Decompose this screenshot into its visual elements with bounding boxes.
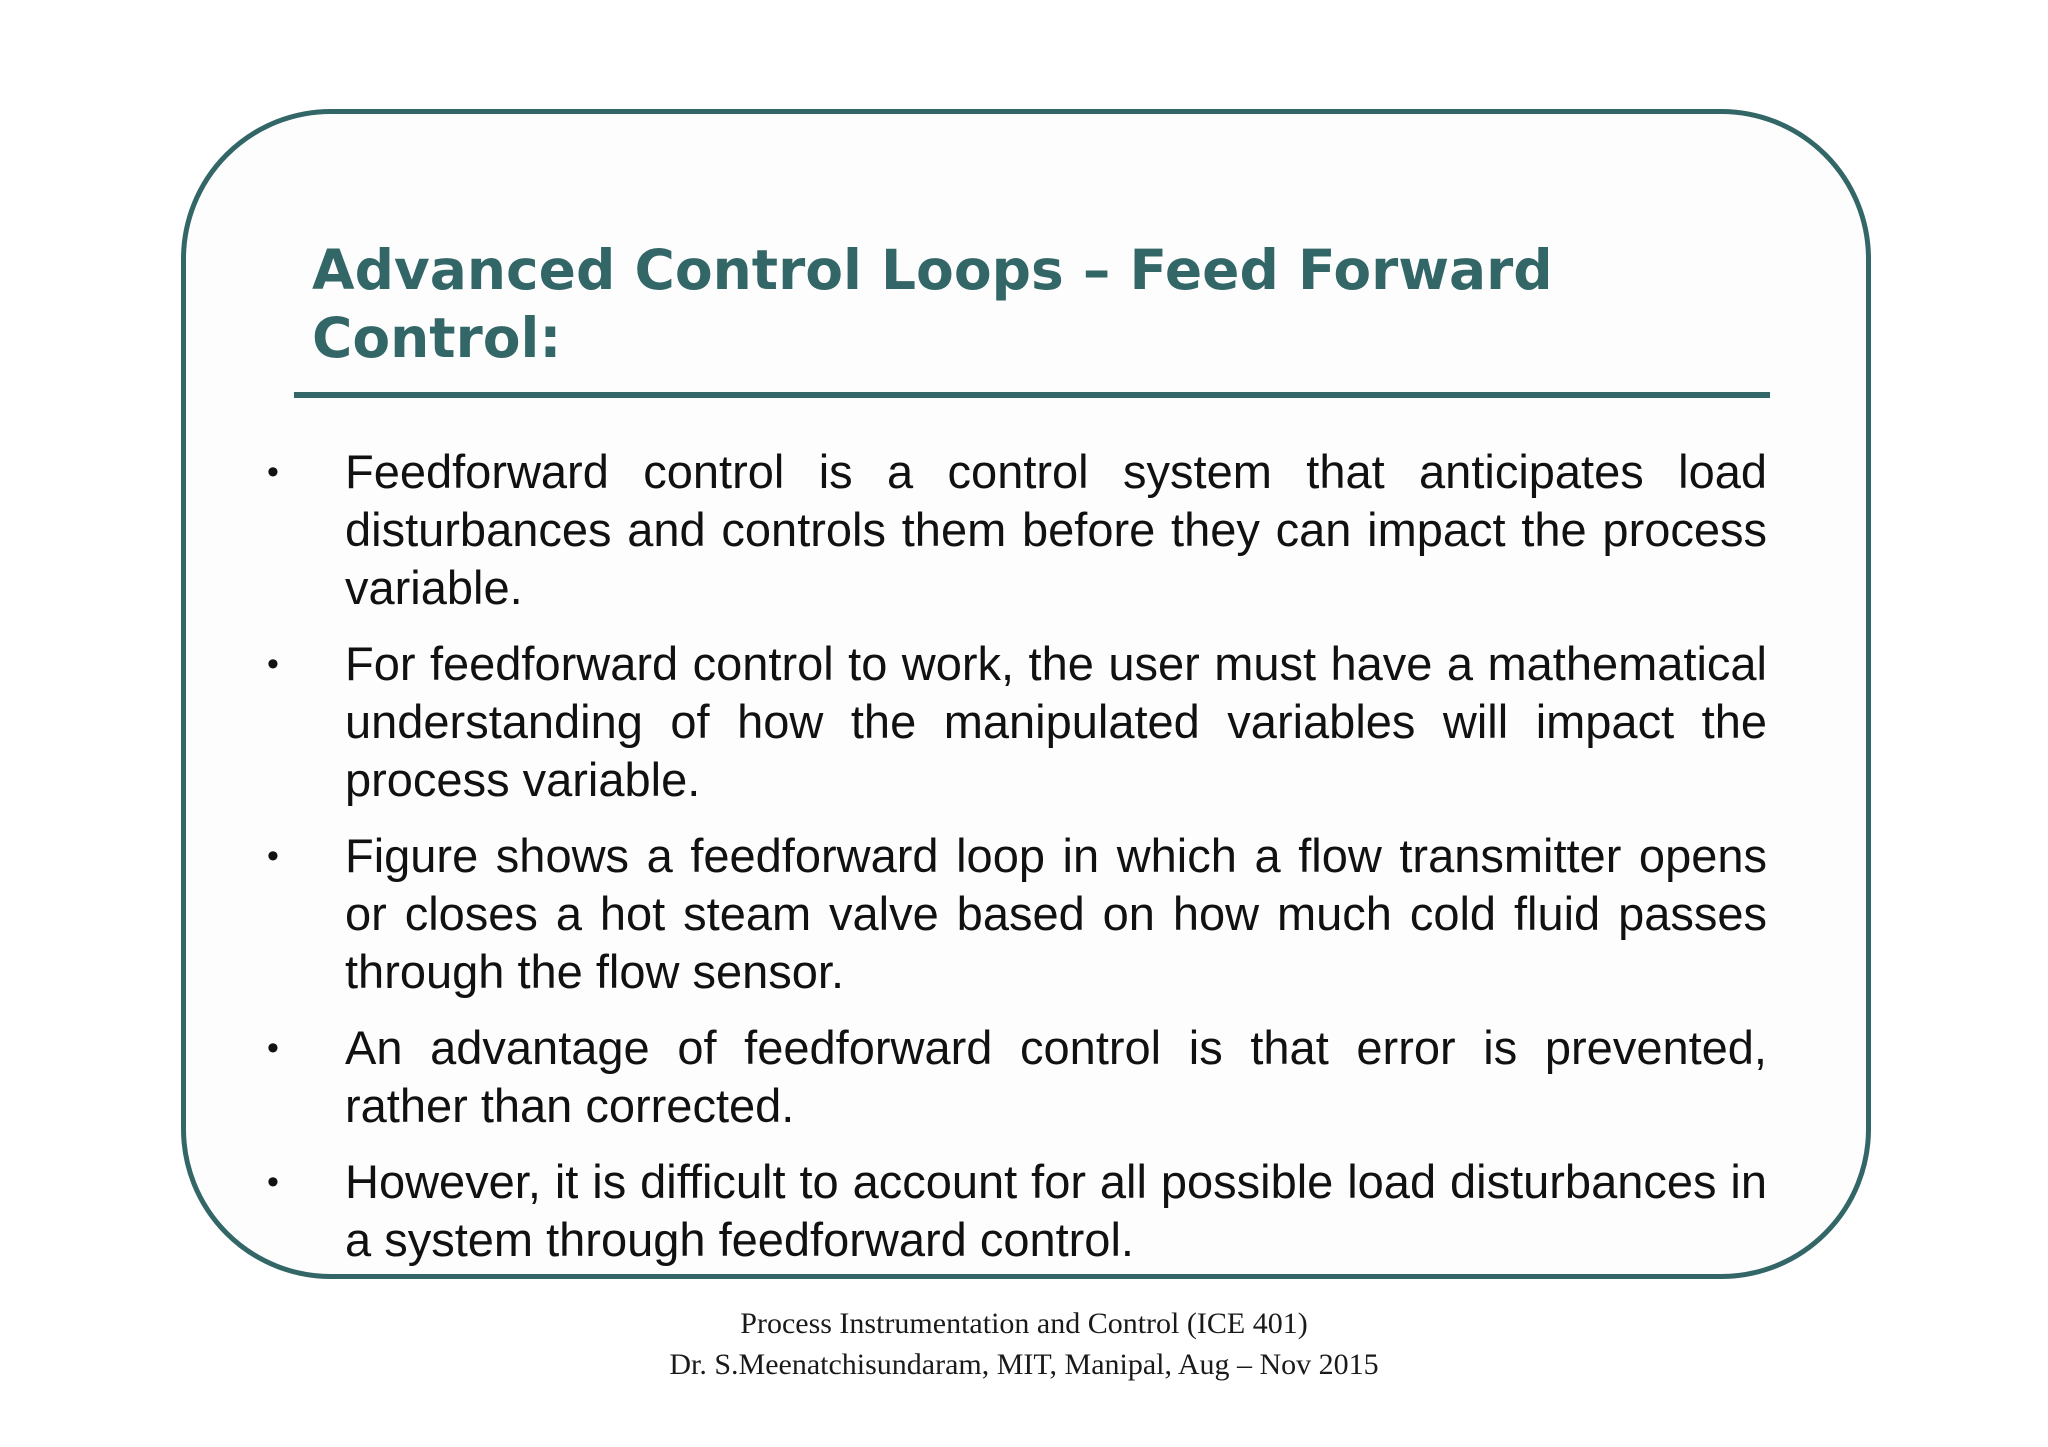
- bullet-item: [255, 1019, 1767, 1135]
- title-divider: [294, 392, 1770, 398]
- bullet-list: [255, 443, 1767, 1287]
- bullet-icon: •: [267, 453, 279, 491]
- footer-author: Dr. S.Meenatchisundaram, MIT, Manipal, Aug – Nov 2015: [669, 1348, 1379, 1381]
- slide-title: Advanced Control Loops – Feed Forward Control:: [312, 238, 1553, 370]
- bullet-item: [255, 443, 1767, 617]
- bullet-item: [255, 1153, 1767, 1269]
- bullet-item: [255, 635, 1767, 809]
- bullet-text: Feedforward control is a control system that anticipates load disturbances and controls them before they can impact the process variable.: [345, 445, 1767, 614]
- footer-course: Process Instrumentation and Control (ICE 401): [740, 1307, 1308, 1340]
- bullet-text: For feedforward control to work, the user must have a mathematical understanding of how the manipulated variables will impact the process variable.: [345, 637, 1767, 806]
- bullet-text: Figure shows a feedforward loop in which a flow transmitter opens or closes a hot steam valve based on how much cold fluid passes through the flow sensor.: [345, 829, 1767, 998]
- bullet-text: However, it is difficult to account for all possible load disturbances in a system through feedforward control.: [345, 1155, 1767, 1266]
- bullet-icon: •: [267, 645, 279, 683]
- bullet-item: [255, 827, 1767, 1001]
- slide-footer: [0, 1303, 2048, 1385]
- bullet-icon: •: [267, 837, 279, 875]
- bullet-icon: •: [267, 1163, 279, 1201]
- bullet-icon: •: [267, 1029, 279, 1067]
- bullet-text: An advantage of feedforward control is that error is prevented, rather than corrected.: [345, 1021, 1767, 1132]
